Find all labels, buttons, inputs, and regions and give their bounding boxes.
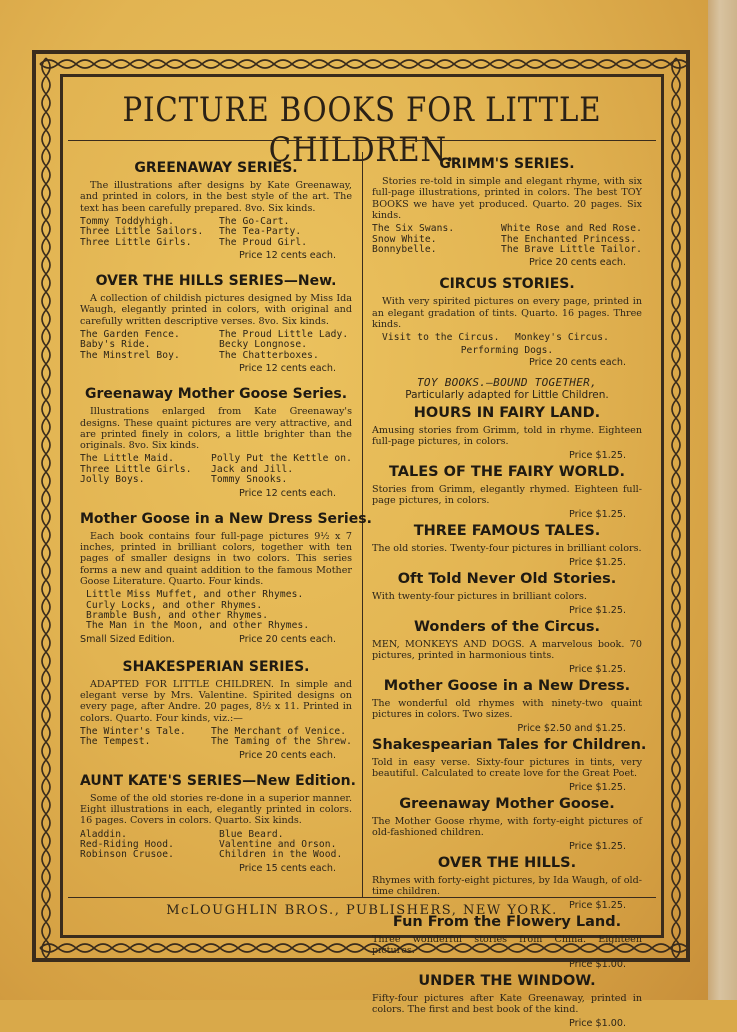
- book-title: Bonnybelle.: [372, 244, 437, 255]
- book-title: Red-Riding Hood.: [80, 839, 175, 851]
- title-list: [80, 727, 352, 748]
- book-title: Becky Longnose.: [219, 339, 308, 351]
- book-title: The Six Swans.: [372, 223, 455, 235]
- section-desc: The illustrations after designs by Kate Greenaway, and printed in colors, in the best style of the art. The text has been carefully prepared. 8vo. Six kinds.: [80, 180, 352, 214]
- border-ornament: [676, 58, 680, 958]
- price: Price $1.25.: [569, 664, 626, 676]
- book-heading: Wonders of the Circus.: [413, 619, 601, 636]
- price: Price $1.25.: [569, 557, 626, 569]
- section-greenaway-mother-goose: [80, 386, 352, 498]
- book-title: Three Little Girls.: [80, 236, 192, 248]
- price: Price 12 cents each.: [239, 487, 336, 499]
- title-rule: [68, 140, 656, 141]
- bound-book: [372, 737, 647, 794]
- book-desc: The wonderful old rhymes with ninety-two quaint pictures in colors. Two sizes.: [372, 698, 642, 721]
- book-heading: Oft Told Never Old Stories.: [397, 571, 617, 588]
- title-list: [80, 217, 352, 248]
- book-title: The Garden Fence.: [80, 329, 180, 340]
- book-title: Robinson Crusoe.: [80, 849, 175, 861]
- book-title: Tommy Toddyhigh.: [80, 215, 175, 227]
- page-title: PICTURE BOOKS FOR LITTLE CHILDREN.: [122, 90, 602, 170]
- section-heading: Mother Goose in a New Dress Series.: [80, 510, 372, 527]
- bound-book: [372, 523, 642, 568]
- section-desc: Each book contains four full-page pictures 9½ x 7 inches, printed in brilliant colors, together with ten pages of smaller designs in two colors. This series forms a new and quaint addition to the famous Mother Goose Literature. Quarto. Four kinds.: [80, 530, 352, 587]
- book-title: Snow White.: [372, 233, 437, 245]
- left-column: [80, 160, 372, 874]
- bound-book: [372, 973, 642, 1029]
- book-heading: UNDER THE WINDOW.: [418, 973, 596, 990]
- book-heading: Greenaway Mother Goose.: [399, 796, 615, 813]
- title-list: [382, 333, 642, 343]
- book-title: Baby's Ride.: [80, 339, 151, 351]
- price: Price $1.25.: [569, 605, 626, 617]
- book-title: Valentine and Orson.: [219, 839, 337, 851]
- book-title: Jolly Boys.: [80, 474, 145, 486]
- book-heading: OVER THE HILLS.: [437, 855, 577, 872]
- book-title: Tommy Snooks.: [210, 474, 288, 486]
- book-title: The Brave Little Tailor.: [500, 244, 642, 255]
- book-title: The Chatterboxes.: [219, 349, 319, 361]
- title-list: [80, 330, 352, 361]
- book-title: The Merchant of Venice.: [210, 725, 347, 737]
- book-title: Bramble Bush, and other Rhymes.: [86, 609, 269, 621]
- price: Price 20 cents each.: [239, 749, 336, 761]
- section-heading: OVER THE HILLS SERIES—New.: [95, 273, 337, 290]
- bound-book: [372, 914, 642, 970]
- section-over-the-hills: [80, 273, 352, 374]
- book-heading: Shakespearian Tales for Children.: [372, 737, 647, 754]
- book-desc: The old stories. Twenty-four pictures in brilliant colors.: [372, 543, 642, 555]
- book-desc: Fifty-four pictures after Kate Greenaway, printed in colors. The first and best book of the kind.: [372, 993, 642, 1016]
- book-heading: HOURS IN FAIRY LAND.: [413, 405, 601, 422]
- section-desc: Stories re-told in simple and elegant rhyme, with six full-page illustrations, printed in colors. The best TOY BOOKS we have yet produced. Quarto. 20 pages. Six kinds.: [372, 176, 642, 221]
- book-title: Polly Put the Kettle on.: [210, 453, 352, 465]
- book-desc: Told in easy verse. Sixty-four pictures in tints, very beautiful. Calculated to create love for the Great Poet.: [372, 757, 642, 780]
- book-desc: The Mother Goose rhyme, with forty-eight pictures of old-fashioned children.: [372, 816, 642, 839]
- book-title: Three Little Sailors.: [80, 226, 204, 238]
- section-desc: Illustrations enlarged from Kate Greenaway's designs. These quaint pictures are very attractive, and are printed finely in colors, a little brighter than the originals. 8vo. Six kinds.: [80, 406, 352, 452]
- bound-books-list: [372, 405, 647, 1030]
- book-heading: Mother Goose in a New Dress.: [383, 678, 631, 695]
- book-desc: Stories from Grimm, elegantly rhymed. Eighteen full-page pictures, in colors.: [372, 484, 642, 507]
- book-title: The Little Maid.: [80, 453, 175, 465]
- book-title: Three Little Girls.: [80, 463, 192, 475]
- book-title: The Tea-Party.: [219, 226, 302, 238]
- book-heading: TALES OF THE FAIRY WORLD.: [389, 464, 625, 481]
- price: Price $1.25.: [569, 450, 626, 462]
- price: Price 20 cents each.: [529, 357, 626, 369]
- section-toy-books: [372, 376, 642, 401]
- section-desc: ADAPTED FOR LITTLE CHILDREN. In simple and elegant verse by Mrs. Valentine. Spirited designs on every page, after Andre. 20 pages, 8½ x 11. Printed in colors. Quarto. Four kinds, viz.:—: [80, 678, 352, 724]
- bound-book: [372, 571, 642, 616]
- footer-rule: [68, 897, 656, 898]
- price: Price 15 cents each.: [239, 862, 336, 874]
- book-title: The Taming of the Shrew.: [210, 736, 352, 748]
- book-title: White Rose and Red Rose.: [500, 223, 642, 235]
- book-title: The Tempest.: [80, 736, 151, 748]
- bound-book: [372, 678, 642, 734]
- bound-book: [372, 464, 642, 520]
- border-ornament: [40, 64, 688, 68]
- book-title: The Minstrel Boy.: [80, 349, 180, 361]
- book-title: Little Miss Muffet, and other Rhymes.: [86, 589, 304, 601]
- price: Price $1.00.: [569, 1018, 626, 1030]
- price: Price 12 cents each.: [239, 363, 336, 375]
- price: Price $1.25.: [569, 841, 626, 853]
- book-title: The Man in the Moon, and other Rhymes.: [86, 620, 310, 632]
- bound-book: [372, 796, 642, 852]
- book-heading: THREE FAMOUS TALES.: [413, 523, 601, 540]
- section-desc: A collection of childish pictures designed by Miss Ida Waugh, elegantly printed in colors, with original and carefully written descriptive verses. 8vo. Six kinds.: [80, 293, 352, 327]
- price: Price $1.25.: [569, 900, 626, 912]
- price: Price 12 cents each.: [239, 250, 336, 262]
- section-greenaway: [80, 160, 352, 261]
- book-title: Jack and Jill.: [210, 463, 294, 475]
- book-title: The Winter's Tale.: [80, 725, 186, 737]
- book-title: Visit to the Circus.: [382, 332, 500, 344]
- book-desc: Rhymes with forty-eight pictures, by Ida Waugh, of old-time children.: [372, 875, 642, 898]
- book-title: Monkey's Circus.: [515, 332, 610, 344]
- right-column: [372, 156, 647, 1032]
- price: Price $2.50 and $1.25.: [517, 723, 626, 735]
- section-aunt-kate: [80, 772, 356, 874]
- section-desc: Some of the old stories re-done in a superior manner. Eight illustrations in each, elegantly printed in colors. 16 pages. Covers in colors. Quarto. Six kinds.: [80, 792, 352, 827]
- border-ornament: [46, 58, 50, 958]
- price: Price $1.25.: [569, 509, 626, 521]
- price: Price 20 cents each.: [529, 257, 626, 269]
- section-desc: With very spirited pictures on every page, printed in an elegant gradation of tints. Quarto. 16 pages. Three kinds.: [372, 296, 642, 330]
- book-title: Performing Dogs.: [460, 344, 554, 356]
- book-title: Blue Beard.: [219, 828, 284, 840]
- book-desc: With twenty-four pictures in brilliant colors.: [372, 591, 587, 603]
- section-heading: Greenaway Mother Goose Series.: [84, 386, 348, 403]
- price: Price $1.25.: [569, 782, 626, 794]
- book-desc: Three wonderful stories from China. Eighteen pictures.: [372, 934, 642, 957]
- price-row: [80, 634, 352, 645]
- bound-book: [372, 619, 642, 675]
- section-heading: GREENAWAY SERIES.: [134, 160, 298, 176]
- toy-books-heading: TOY BOOKS.—BOUND TOGETHER,: [417, 376, 597, 390]
- book-title: The Proud Little Lady.: [219, 329, 349, 340]
- section-heading: CIRCUS STORIES.: [439, 276, 575, 293]
- book-title: Aladdin.: [80, 828, 128, 840]
- section-heading: GRIMM'S SERIES.: [439, 156, 575, 172]
- book-heading: Fun From the Flowery Land.: [392, 914, 622, 931]
- section-circus: [372, 276, 642, 368]
- bound-book: [372, 405, 642, 461]
- page-edge: [708, 0, 737, 1000]
- book-title: The Go-Cart.: [219, 215, 290, 227]
- section-shakesperian: [80, 659, 352, 761]
- title-list: [80, 830, 352, 861]
- edition-label: Small Sized Edition.: [80, 633, 175, 645]
- section-mother-goose-new-dress: [80, 510, 372, 645]
- toy-books-sub: Particularly adapted for Little Children.: [405, 389, 609, 402]
- book-title: The Enchanted Princess.: [500, 233, 637, 245]
- book-desc: Amusing stories from Grimm, told in rhyme. Eighteen full-page pictures, in colors.: [372, 425, 642, 448]
- price: Price 20 cents each.: [239, 633, 336, 645]
- section-heading: AUNT KATE'S SERIES—New Edition.: [80, 772, 356, 789]
- book-title: Curly Locks, and other Rhymes.: [86, 599, 263, 611]
- section-grimm: [372, 156, 642, 268]
- section-heading: SHAKESPERIAN SERIES.: [122, 658, 310, 675]
- publisher-line: McLOUGHLIN BROS., PUBLISHERS, NEW YORK.: [166, 903, 558, 918]
- price: Price $1.00.: [569, 959, 626, 971]
- book-title: Children in the Wood.: [219, 849, 343, 861]
- book-title: The Proud Girl.: [219, 236, 308, 248]
- book-desc: MEN, MONKEYS AND DOGS. A marvelous book. 70 pictures, printed in harmonious tints.: [372, 639, 642, 662]
- title-list: [86, 590, 352, 632]
- title-list: [372, 224, 642, 255]
- title-list: [80, 454, 352, 485]
